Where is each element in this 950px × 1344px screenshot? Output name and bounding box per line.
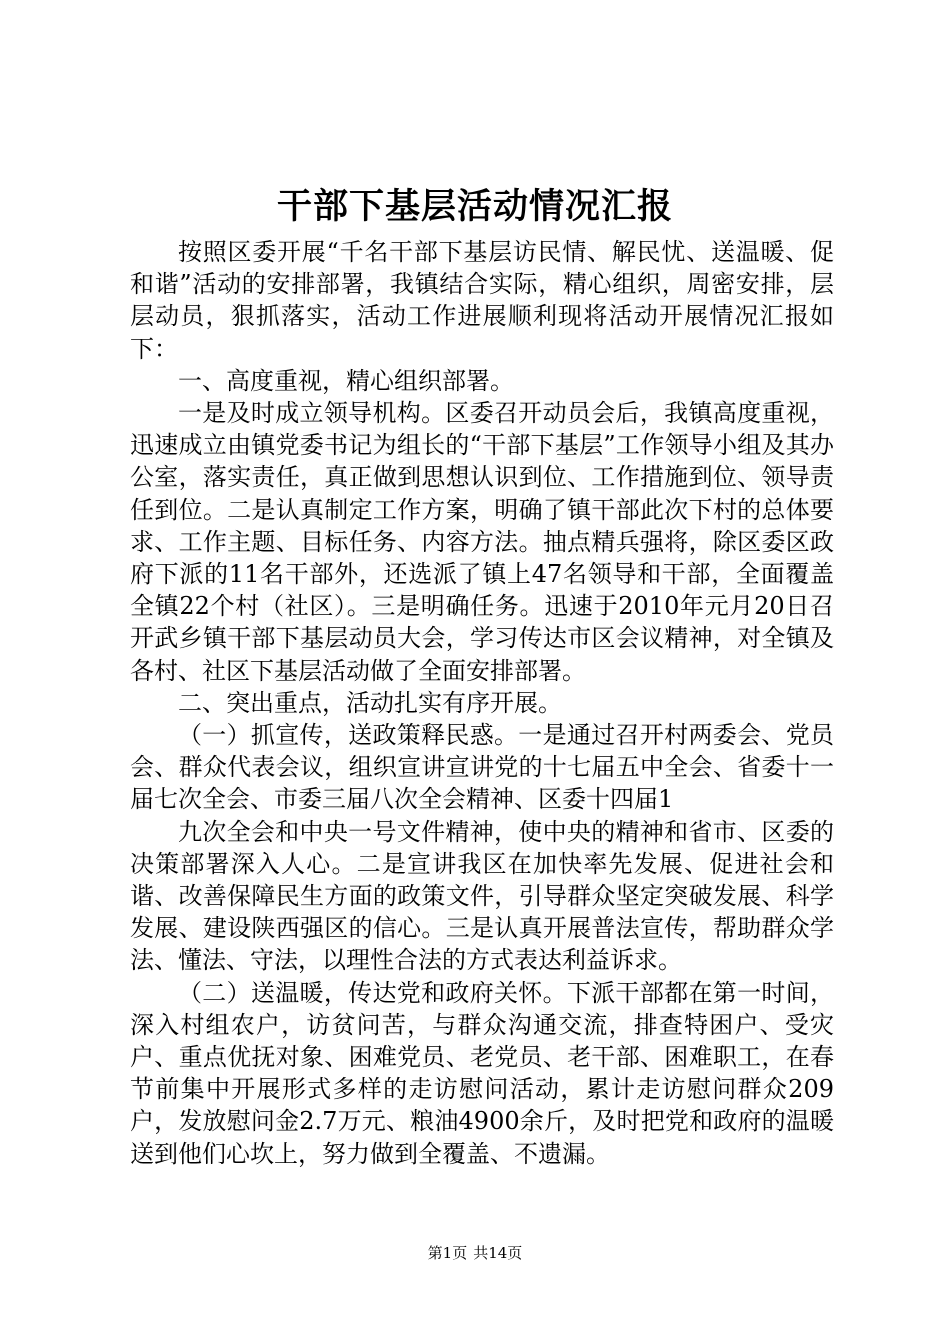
page-number-total: 共14页 bbox=[473, 1244, 523, 1262]
page-footer bbox=[0, 1243, 950, 1263]
paragraph-subsection-2: （二）送温暖，传达党和政府关怀。下派干部都在第一时间，深入村组农户，访贫问苦，与群众沟通交流，排查特困户、受灾户、重点优抚对象、困难党员、老党员、老干部、困难职工，在春节前集中开展形式多样的走访慰问活动，累计走访慰问群众209户，发放慰问金2.7万元、粮油4900余斤，及时把党和政府的温暖送到他们心坎上，努力做到全覆盖、不遗漏。 bbox=[130, 978, 834, 1168]
page-number-current: 第1页 bbox=[427, 1244, 468, 1262]
section-heading-2: 二、突出重点，活动扎实有序开展。 bbox=[178, 688, 562, 717]
document-body bbox=[130, 236, 834, 1170]
section-heading-1: 一、高度重视，精心组织部署。 bbox=[178, 366, 514, 395]
document-title: 干部下基层活动情况汇报 bbox=[276, 186, 673, 227]
paragraph-intro: 按照区委开展“千名干部下基层访民情、解民忧、送温暖、促和谐”活动的安排部署，我镇结合实际，精心组织，周密安排，层层动员，狠抓落实，活动工作进展顺利现将活动开展情况汇报如下： bbox=[130, 238, 834, 363]
paragraph-section-1: 一是及时成立领导机构。区委召开动员会后，我镇高度重视，迅速成立由镇党委书记为组长的“干部下基层”工作领导小组及其办公室，落实责任，真正做到思想认识到位、工作措施到位、领导责任到位。二是认真制定工作方案，明确了镇干部此次下村的总体要求、工作主题、目标任务、内容方法。抽点精兵强将，除区委区政府下派的11名干部外，还选派了镇上47名领导和干部，全面覆盖全镇22个村（社区）。三是明确任务。迅速于2010年元月20日召开武乡镇干部下基层动员大会，学习传达市区会议精神，对全镇及各村、社区下基层活动做了全面安排部署。 bbox=[130, 399, 834, 685]
paragraph-subsection-1: （一）抓宣传，送政策释民惑。一是通过召开村两委会、党员会、群众代表会议，组织宣讲宣讲党的十七届五中全会、省委十一届七次全会、市委三届八次全会精神、区委十四届1 bbox=[130, 721, 834, 814]
paragraph-subsection-1-continued: 九次全会和中央一号文件精神，使中央的精神和省市、区委的决策部署深入人心。二是宣讲我区在加快率先发展、促进社会和谐、改善保障民生方面的政策文件，引导群众坚定突破发展、科学发展、建设陕西强区的信心。三是认真开展普法宣传，帮助群众学法、懂法、守法，以理性合法的方式表达利益诉求。 bbox=[130, 817, 834, 975]
